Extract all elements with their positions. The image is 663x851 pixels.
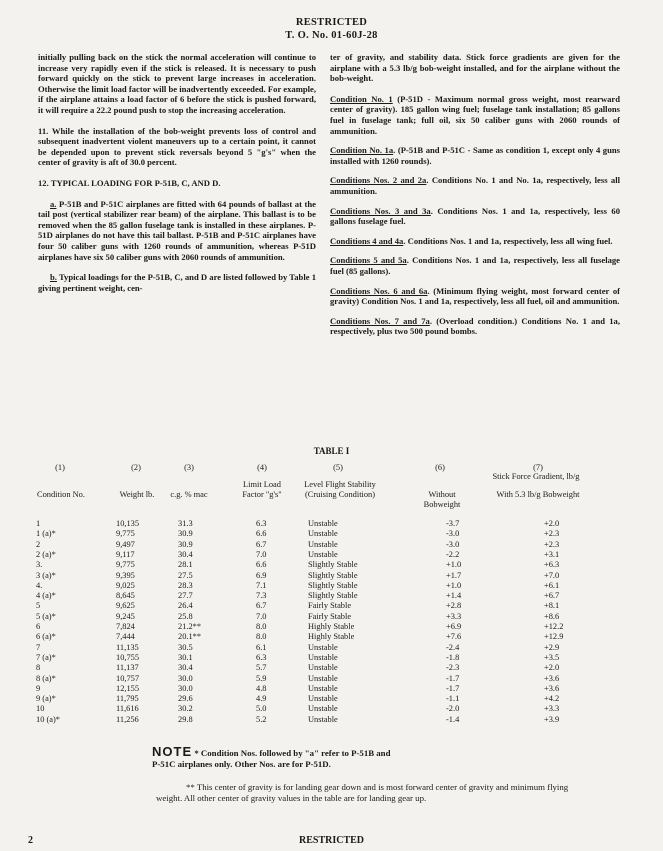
table-row — [0, 663, 663, 673]
cell-without-bobweight: -2.4 — [446, 642, 460, 652]
condition-list — [330, 94, 620, 337]
cell-cg: 30.4 — [178, 663, 193, 673]
header-condition: Condition No. — [37, 490, 85, 499]
condition-paragraph — [330, 255, 620, 276]
cell-weight: 7,824 — [116, 622, 135, 631]
note-label: NOTE — [152, 744, 193, 759]
cell-load-factor: 5.0 — [256, 704, 267, 714]
cell-with-bobweight: +12.9 — [544, 632, 564, 642]
cell-without-bobweight: -1.1 — [446, 694, 460, 704]
condition-text: . (Overload condition.) Conditions No. 1 and 1a, respectively, plus two 500 pound bombs. — [330, 315, 620, 337]
cell-weight: 11,137 — [116, 663, 139, 673]
cell-cg: 20.1** — [178, 632, 202, 642]
column-number: (5) — [333, 463, 343, 472]
cell-condition: 5 (a)* — [36, 611, 56, 621]
cell-condition: 10 (a)* — [36, 714, 60, 724]
cell-cg: 28.1 — [178, 560, 193, 570]
cell-weight: 9,497 — [116, 539, 135, 549]
cell-load-factor: 4.8 — [256, 683, 267, 693]
cell-load-factor: 6.7 — [256, 539, 267, 549]
paragraph-12a — [38, 199, 316, 263]
cell-with-bobweight: +2.0 — [544, 663, 560, 673]
cell-without-bobweight: +1.4 — [446, 591, 462, 601]
cell-load-factor: 6.3 — [256, 519, 267, 528]
cell-cg: 27.5 — [178, 570, 193, 580]
table-row — [0, 550, 663, 560]
condition-text: . Conditions No. 1 and No. 1a, respectively, less all ammunition. — [330, 175, 620, 196]
cell-without-bobweight: -3.0 — [446, 529, 460, 539]
paragraph-12b — [38, 272, 316, 293]
cell-condition: 10 — [36, 704, 45, 714]
cell-weight: 10,757 — [116, 673, 140, 683]
footnote: ** This center of gravity is for landing gear down and is most forward center of gravity and minimum flying weight. All other center of gravity values in the table are for landing gear up. — [156, 782, 569, 803]
cell-cg: 30.0 — [178, 673, 193, 683]
cell-load-factor: 6.1 — [256, 642, 267, 652]
cell-with-bobweight: +2.3 — [544, 529, 560, 539]
table-caption: TABLE I — [313, 446, 350, 456]
cell-weight: 8,645 — [116, 591, 135, 601]
cell-cg: 25.8 — [178, 611, 193, 621]
cell-condition: 3 (a)* — [36, 570, 56, 580]
cell-weight: 11,616 — [116, 704, 139, 714]
cell-stability: Slightly Stable — [308, 580, 358, 590]
cell-load-factor: 5.7 — [256, 663, 267, 673]
cell-stability: Slightly Stable — [308, 570, 358, 580]
cell-load-factor: 6.7 — [256, 601, 267, 611]
cell-without-bobweight: +1.0 — [446, 580, 462, 590]
cell-cg: 29.6 — [178, 694, 193, 704]
table-row — [0, 653, 663, 663]
condition-label: Conditions Nos. 7 and 7a — [330, 315, 430, 326]
cell-load-factor: 7.0 — [256, 611, 267, 621]
cell-cg: 30.9 — [178, 539, 193, 549]
cell-weight: 10,135 — [116, 519, 140, 528]
cell-condition: 5 — [36, 601, 41, 611]
header-document-number: T. O. No. 01-60J-28 — [285, 30, 378, 41]
cell-cg: 30.5 — [178, 642, 193, 652]
cell-stability: Unstable — [308, 663, 338, 673]
cell-without-bobweight: +2.8 — [446, 601, 462, 611]
cell-stability: Unstable — [308, 652, 338, 662]
cell-cg: 29.8 — [178, 714, 193, 724]
cell-condition: 8 — [36, 663, 41, 673]
cell-condition: 8 (a)* — [36, 673, 56, 683]
cell-with-bobweight: +2.3 — [544, 539, 560, 549]
cell-load-factor: 6.6 — [256, 560, 267, 570]
cell-with-bobweight: +3.9 — [544, 714, 560, 724]
cell-without-bobweight: -1.7 — [446, 673, 460, 683]
cell-with-bobweight: +7.0 — [544, 570, 560, 580]
condition-paragraph — [330, 206, 620, 227]
group-header-stick-force: Stick Force Gradient, lb/g — [492, 472, 580, 481]
cell-load-factor: 6.9 — [256, 570, 267, 580]
cell-condition: 9 — [36, 683, 41, 693]
table-row — [0, 529, 663, 539]
header-stability: Level Flight Stability (Cruising Condition) — [304, 480, 376, 499]
table-row — [0, 622, 663, 632]
cell-with-bobweight: +3.6 — [544, 673, 560, 683]
cell-without-bobweight: -1.8 — [446, 652, 460, 662]
cell-weight: 9,395 — [116, 570, 135, 580]
cell-condition: 1 (a)* — [36, 529, 56, 539]
marker-a: a. — [50, 198, 57, 209]
cell-with-bobweight: +6.1 — [544, 580, 560, 590]
condition-paragraph — [330, 286, 620, 307]
cell-load-factor: 8.0 — [256, 632, 267, 642]
cell-with-bobweight: +2.0 — [544, 519, 560, 528]
condition-label: Condition No. 1 — [330, 93, 393, 104]
cell-condition: 1 — [36, 519, 41, 528]
cell-weight: 9,775 — [116, 560, 135, 570]
condition-label: Condition No. 1a — [330, 145, 394, 156]
table-row — [0, 560, 663, 570]
table-row — [0, 715, 663, 725]
table-row — [0, 674, 663, 684]
cell-cg: 28.3 — [178, 580, 193, 590]
cell-weight: 7,444 — [116, 632, 135, 642]
cell-stability: Unstable — [308, 694, 338, 704]
cell-load-factor: 7.1 — [256, 580, 267, 590]
table-row — [0, 581, 663, 591]
cell-stability: Unstable — [308, 673, 338, 683]
paragraph-12a-text: P-51B and P-51C airplanes are fitted with 64 pounds of ballast at the tail post (vertical stabilizer rear beam) of the airplane. This ballast is to be removed when the 85 gallon fuselage tank is installed in these airplanes. P-51D airplanes do not have this tail ballast. P-51B and P-51C airplanes have four 50 caliber guns with 1260 rounds of ammunition, whereas P-51D airplanes have six 50 caliber guns with 2060 rounds of ammunition. — [38, 198, 316, 262]
cell-cg: 31.3 — [178, 519, 193, 528]
condition-paragraph — [330, 316, 620, 337]
cell-without-bobweight: -1.4 — [446, 714, 460, 724]
cell-with-bobweight: +6.3 — [544, 560, 560, 570]
cell-without-bobweight: -1.7 — [446, 683, 460, 693]
column-number: (4) — [257, 463, 267, 472]
cell-stability: Slightly Stable — [308, 591, 358, 601]
header-cg: c.g. % mac — [170, 490, 208, 499]
cell-cg: 30.2 — [178, 704, 193, 714]
cell-condition: 6 (a)* — [36, 632, 56, 642]
cell-stability: Slightly Stable — [308, 560, 358, 570]
column-number: (7) — [533, 463, 543, 472]
condition-label: Conditions 4 and 4a — [330, 235, 404, 246]
cell-stability: Unstable — [308, 642, 338, 652]
condition-text: . (Minimum flying weight, most forward center of gravity) Condition Nos. 1 and 1a, respectively, less all fuel, oil and ammunition. — [330, 285, 620, 307]
paragraph-12b-text: Typical loadings for the P-51B, C, and D are listed followed by Table 1 giving pertinent weight, cen- — [38, 272, 316, 293]
cell-with-bobweight: +8.6 — [544, 611, 560, 621]
table-row — [0, 540, 663, 550]
condition-text: . Conditions Nos. 1 and 1a, respectively, less all wing fuel. — [403, 235, 613, 246]
cell-without-bobweight: +1.0 — [446, 560, 462, 570]
right-column — [330, 52, 620, 346]
cell-condition: 7 — [36, 642, 41, 652]
table-row — [0, 632, 663, 642]
cell-cg: 27.7 — [178, 591, 193, 601]
cell-without-bobweight: -3.7 — [446, 519, 460, 528]
cell-without-bobweight: -2.3 — [446, 663, 460, 673]
header-classification: RESTRICTED — [295, 17, 368, 28]
table-row — [0, 643, 663, 653]
cell-weight: 9,775 — [116, 529, 135, 539]
condition-label: Conditions 5 and 5a — [330, 255, 407, 266]
cell-condition: 7 (a)* — [36, 652, 56, 662]
cell-condition: 9 (a)* — [36, 694, 56, 704]
paragraph-11-bobweight: 11. While the installation of the bob-weight prevents loss of control and subsequent inadvertent violent maneuvers up to a certain point, it cannot be depended upon to prevent stick reversals beyond 5 "g's" when the center of gravity is aft of 30.0 percent. — [38, 125, 316, 168]
cell-cg: 26.4 — [178, 601, 193, 611]
condition-paragraph — [330, 175, 620, 196]
condition-text: (P-51D - Maximum normal gross weight, most rearward center of gravity). 185 gallon wing fuel; fuselage tank installation; 85 gallons fuel in fuselage tank; full oil, six 50 caliber guns with 2060 rounds of ammunition. — [330, 93, 620, 136]
condition-paragraph — [330, 94, 620, 136]
cell-stability: Unstable — [308, 539, 338, 549]
cell-stability: Fairly Stable — [308, 601, 352, 611]
cell-without-bobweight: +7.6 — [446, 632, 462, 642]
column-number: (2) — [131, 463, 141, 472]
paragraph-stick-acceleration: initially pulling back on the stick the normal acceleration will continue to increase very rapidly even if the stick is released. It is necessary to push forward quickly on the stick to prevent large increases in acceleration. Otherwise the limit load factor will be inadvertently exceeded. For example, if the airplane attains a load factor of 6 before the stick is pushed forward, it will require a 22.2 pound push to stop the increasing acceleration. — [38, 52, 316, 115]
cell-with-bobweight: +12.2 — [544, 622, 564, 631]
cell-stability: Fairly Stable — [308, 611, 352, 621]
condition-label: Conditions Nos. 3 and 3a — [330, 205, 431, 216]
cell-weight: 9,025 — [116, 580, 135, 590]
cell-cg: 30.0 — [178, 683, 193, 693]
condition-paragraph — [330, 145, 620, 166]
cell-weight: 12,155 — [116, 683, 140, 693]
note-line-1: * Condition Nos. followed by "a" refer to P-51B and — [194, 748, 391, 758]
cell-with-bobweight: +3.3 — [544, 704, 560, 714]
condition-text: . Conditions Nos. 1 and 1a, respectively, less all fuselage fuel (85 gallons). — [330, 255, 620, 276]
paragraph-continued: ter of gravity, and stability data. Stick force gradients are given for the airplane with a 5.3 lb/g bob-weight installed, and for the airplane without the bob-weight. — [330, 52, 620, 84]
condition-text: . (P-51B and P-51C - Same as condition 1, except only 4 guns installed with 1260 rounds). — [330, 145, 621, 166]
cell-with-bobweight: +2.9 — [544, 642, 560, 652]
cell-cg: 30.9 — [178, 529, 193, 539]
cell-weight: 11,795 — [116, 694, 139, 704]
cell-condition: 2 — [36, 539, 41, 549]
cell-weight: 9,625 — [116, 601, 135, 611]
condition-text: . Conditions Nos. 1 and 1a, respectively, less 60 gallons fuselage fuel. — [330, 205, 620, 227]
condition-paragraph — [330, 236, 620, 247]
table-row — [0, 519, 663, 529]
cell-without-bobweight: +6.9 — [446, 622, 462, 631]
table-row — [0, 591, 663, 601]
cell-stability: Highly Stable — [308, 622, 355, 631]
cell-load-factor: 8.0 — [256, 622, 267, 631]
cell-stability: Unstable — [308, 549, 338, 559]
table-row — [0, 704, 663, 714]
footer-classification: RESTRICTED — [298, 835, 365, 846]
cell-load-factor: 5.9 — [256, 673, 267, 683]
condition-label: Conditions Nos. 6 and 6a — [330, 285, 428, 296]
table-row — [0, 684, 663, 694]
header-with-bobweight: With 5.3 lb/g Bobweight — [496, 490, 580, 499]
condition-label: Conditions Nos. 2 and 2a — [330, 175, 427, 186]
page-number: 2 — [28, 835, 33, 846]
column-number: (6) — [435, 463, 445, 472]
cell-load-factor: 6.6 — [256, 529, 267, 539]
cell-stability: Unstable — [308, 519, 338, 528]
note — [152, 746, 612, 770]
cell-condition: 6 — [36, 622, 41, 631]
cell-stability: Unstable — [308, 529, 338, 539]
cell-without-bobweight: -2.2 — [446, 549, 460, 559]
table-row — [0, 571, 663, 581]
header-weight: Weight lb. — [119, 490, 155, 499]
note-line-2: P-51C airplanes only. Other Nos. are for P-51D. — [152, 759, 331, 769]
cell-with-bobweight: +4.2 — [544, 694, 560, 704]
header-without-bobweight: Without Bobweight — [423, 490, 461, 509]
cell-stability: Unstable — [308, 683, 338, 693]
section-heading-12: 12. TYPICAL LOADING FOR P-51B, C, AND D. — [38, 177, 221, 188]
cell-load-factor: 7.3 — [256, 591, 267, 601]
table-row — [0, 601, 663, 611]
cell-weight: 11,135 — [116, 642, 139, 652]
cell-load-factor: 5.2 — [256, 714, 267, 724]
cell-with-bobweight: +6.7 — [544, 591, 560, 601]
cell-weight: 11,256 — [116, 714, 139, 724]
table-row — [0, 694, 663, 704]
cell-stability: Unstable — [308, 714, 338, 724]
cell-condition: 2 (a)* — [36, 549, 56, 559]
cell-without-bobweight: +1.7 — [446, 570, 462, 580]
column-number: (3) — [184, 463, 194, 472]
cell-weight: 9,245 — [116, 611, 135, 621]
cell-load-factor: 7.0 — [256, 549, 267, 559]
cell-stability: Highly Stable — [308, 632, 355, 642]
header-load-factor: Limit Load Factor "g's" — [242, 480, 282, 499]
cell-cg: 30.4 — [178, 549, 193, 559]
cell-without-bobweight: -3.0 — [446, 539, 460, 549]
cell-with-bobweight: +3.1 — [544, 549, 560, 559]
cell-stability: Unstable — [308, 704, 338, 714]
cell-with-bobweight: +3.5 — [544, 652, 560, 662]
table-row — [0, 612, 663, 622]
cell-without-bobweight: +3.3 — [446, 611, 462, 621]
cell-weight: 10,755 — [116, 652, 140, 662]
column-number: (1) — [55, 463, 65, 472]
cell-without-bobweight: -2.0 — [446, 704, 460, 714]
left-column — [38, 52, 316, 303]
cell-condition: 3. — [36, 560, 43, 570]
cell-condition: 4 (a)* — [36, 591, 56, 601]
cell-condition: 4. — [36, 580, 43, 590]
cell-cg: 21.2** — [178, 622, 202, 631]
cell-load-factor: 6.3 — [256, 652, 267, 662]
marker-b: b. — [50, 272, 57, 283]
cell-load-factor: 4.9 — [256, 694, 267, 704]
cell-weight: 9,117 — [116, 549, 135, 559]
cell-with-bobweight: +8.1 — [544, 601, 560, 611]
cell-cg: 30.1 — [178, 652, 193, 662]
cell-with-bobweight: +3.6 — [544, 683, 560, 693]
